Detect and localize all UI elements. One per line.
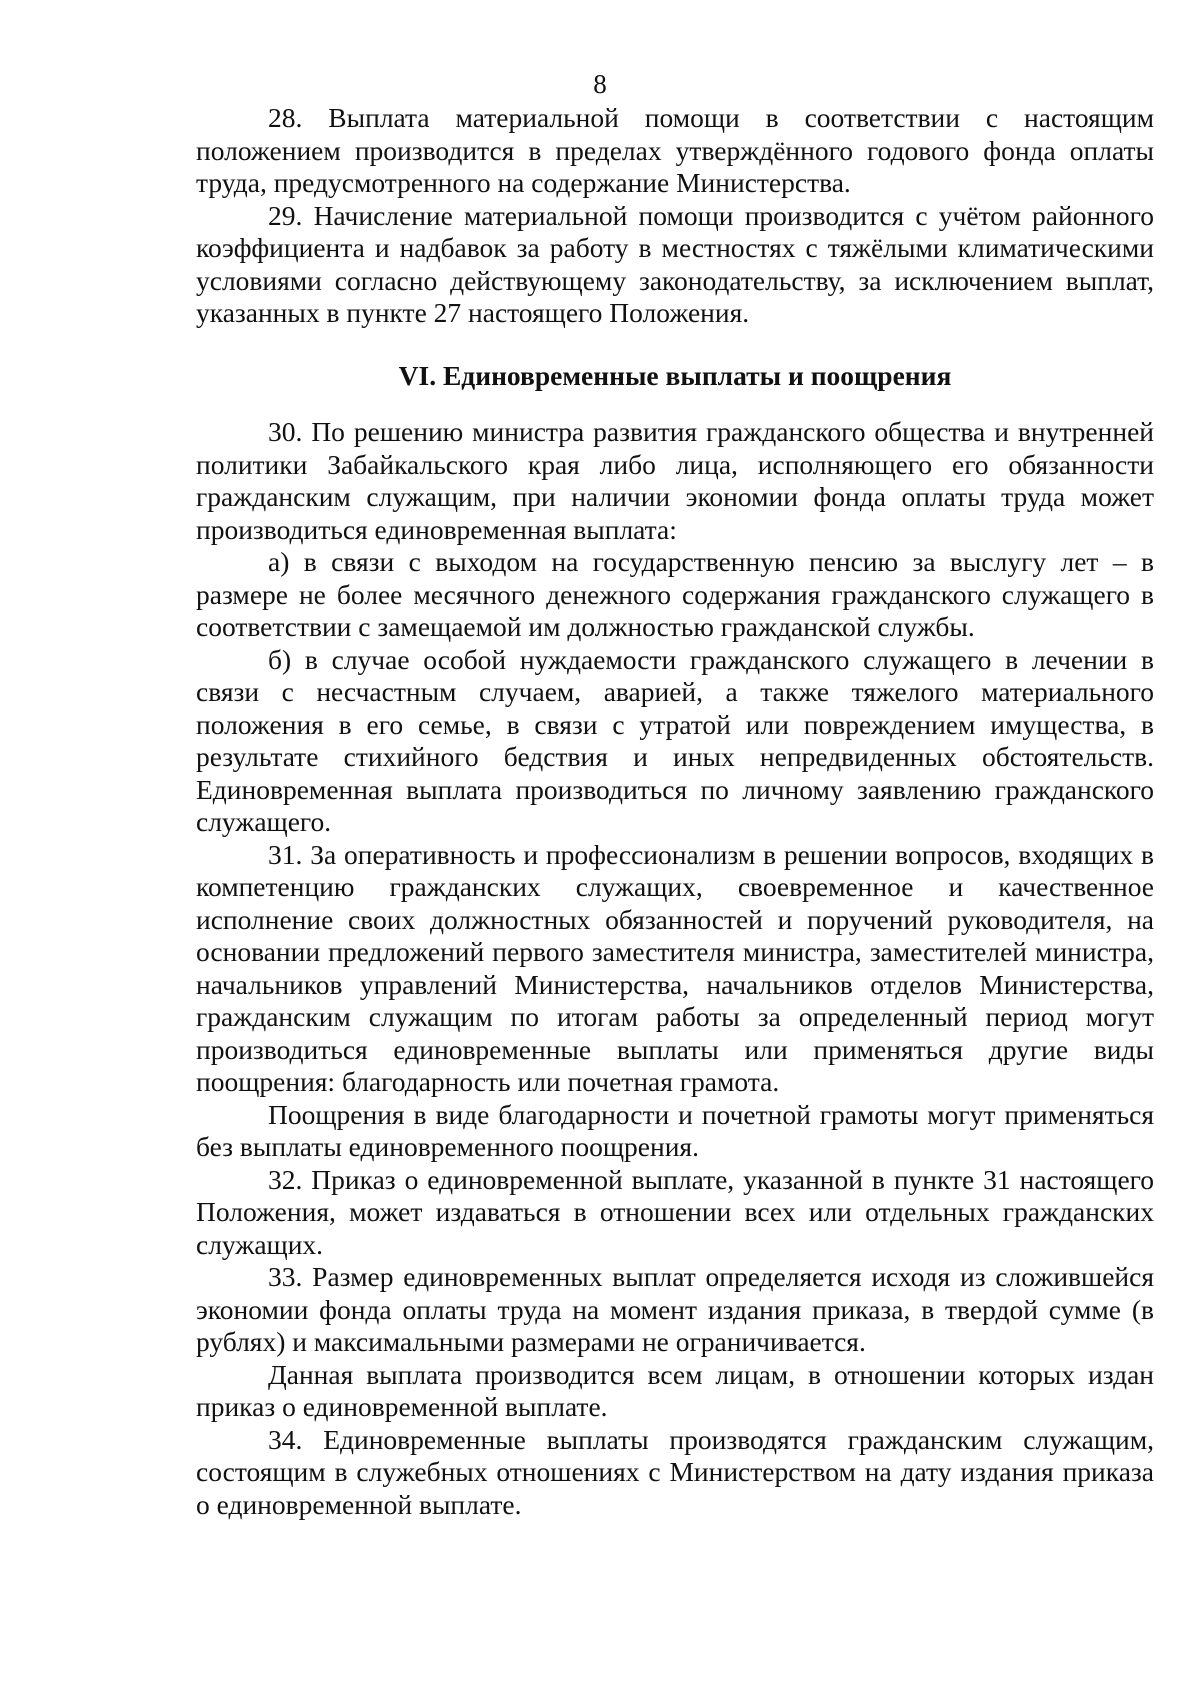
document-body bbox=[196, 102, 1154, 1521]
paragraph-32: 32. Приказ о единовременной выплате, указанной в пункте 31 настоящего Положения, может издаваться в отношении всех или отдельных гражданских служащих. bbox=[196, 1163, 1154, 1260]
paragraph-29: 29. Начисление материальной помощи производится с учётом районного коэффициента и надбавок за работу в местностях с тяжёлыми климатическими условиями согласно действующему законодательству, за исключением выплат, указанных в пункте 27 настоящего Положения. bbox=[196, 199, 1154, 328]
section-heading: VI. Единовременные выплаты и поощрения bbox=[398, 359, 952, 391]
page-number: 8 bbox=[593, 69, 607, 99]
paragraph-28: 28. Выплата материальной помощи в соответствии с настоящим положением производится в пределах утверждённого годового фонда оплаты труда, предусмотренного на содержание Министерства. bbox=[196, 102, 1154, 198]
paragraph-30: 30. По решению министра развития гражданского общества и внутренней политики Забайкальского края либо лица, исполняющего его обязанности гражданским служащим, при наличии экономии фонда оплаты труда может производиться единовременная выплата: bbox=[196, 416, 1154, 545]
paragraph-30-b: б) в случае особой нуждаемости гражданского служащего в лечении в связи с несчастным случаем, аварией, а также тяжелого материального положения в его семье, в связи с утратой или повреждением имущества, в результате стихийного бедствия и иных непредвиденных обстоятельств. Единовременная выплата производиться по личному заявлению гражданского служащего. bbox=[196, 643, 1154, 837]
paragraph-31-note: Поощрения в виде благодарности и почетной грамоты могут применяться без выплаты единовременного поощрения. bbox=[196, 1098, 1154, 1162]
paragraph-33-note: Данная выплата производится всем лицам, в отношении которых издан приказ о единовременной выплате. bbox=[196, 1358, 1154, 1422]
paragraph-30-a: а) в связи с выходом на государственную пенсию за выслугу лет – в размере не более месячного денежного содержания гражданского служащего в соответствии с замещаемой им должностью гражданской службы. bbox=[196, 546, 1154, 642]
paragraph-33: 33. Размер единовременных выплат определяется исходя из сложившейся экономии фонда оплаты труда на момент издания приказа, в твердой сумме (в рублях) и максимальными размерами не ограничивается. bbox=[196, 1261, 1154, 1357]
paragraph-34: 34. Единовременные выплаты производятся гражданским служащим, состоящим в служебных отношениях с Министерством на дату издания приказа о единовременной выплате. bbox=[196, 1423, 1154, 1520]
paragraph-31: 31. За оперативность и профессионализм в решении вопросов, входящих в компетенцию гражданских служащих, своевременное и качественное исполнение своих должностных обязанностей и поручений руководителя, на основании предложений первого заместителя министра, заместителей министра, начальников управлений Министерства, начальников отделов Министерства, гражданским служащим по итогам работы за определенный период могут производиться единовременные выплаты или применяться другие виды поощрения: благодарность или почетная грамота. bbox=[196, 838, 1154, 1097]
